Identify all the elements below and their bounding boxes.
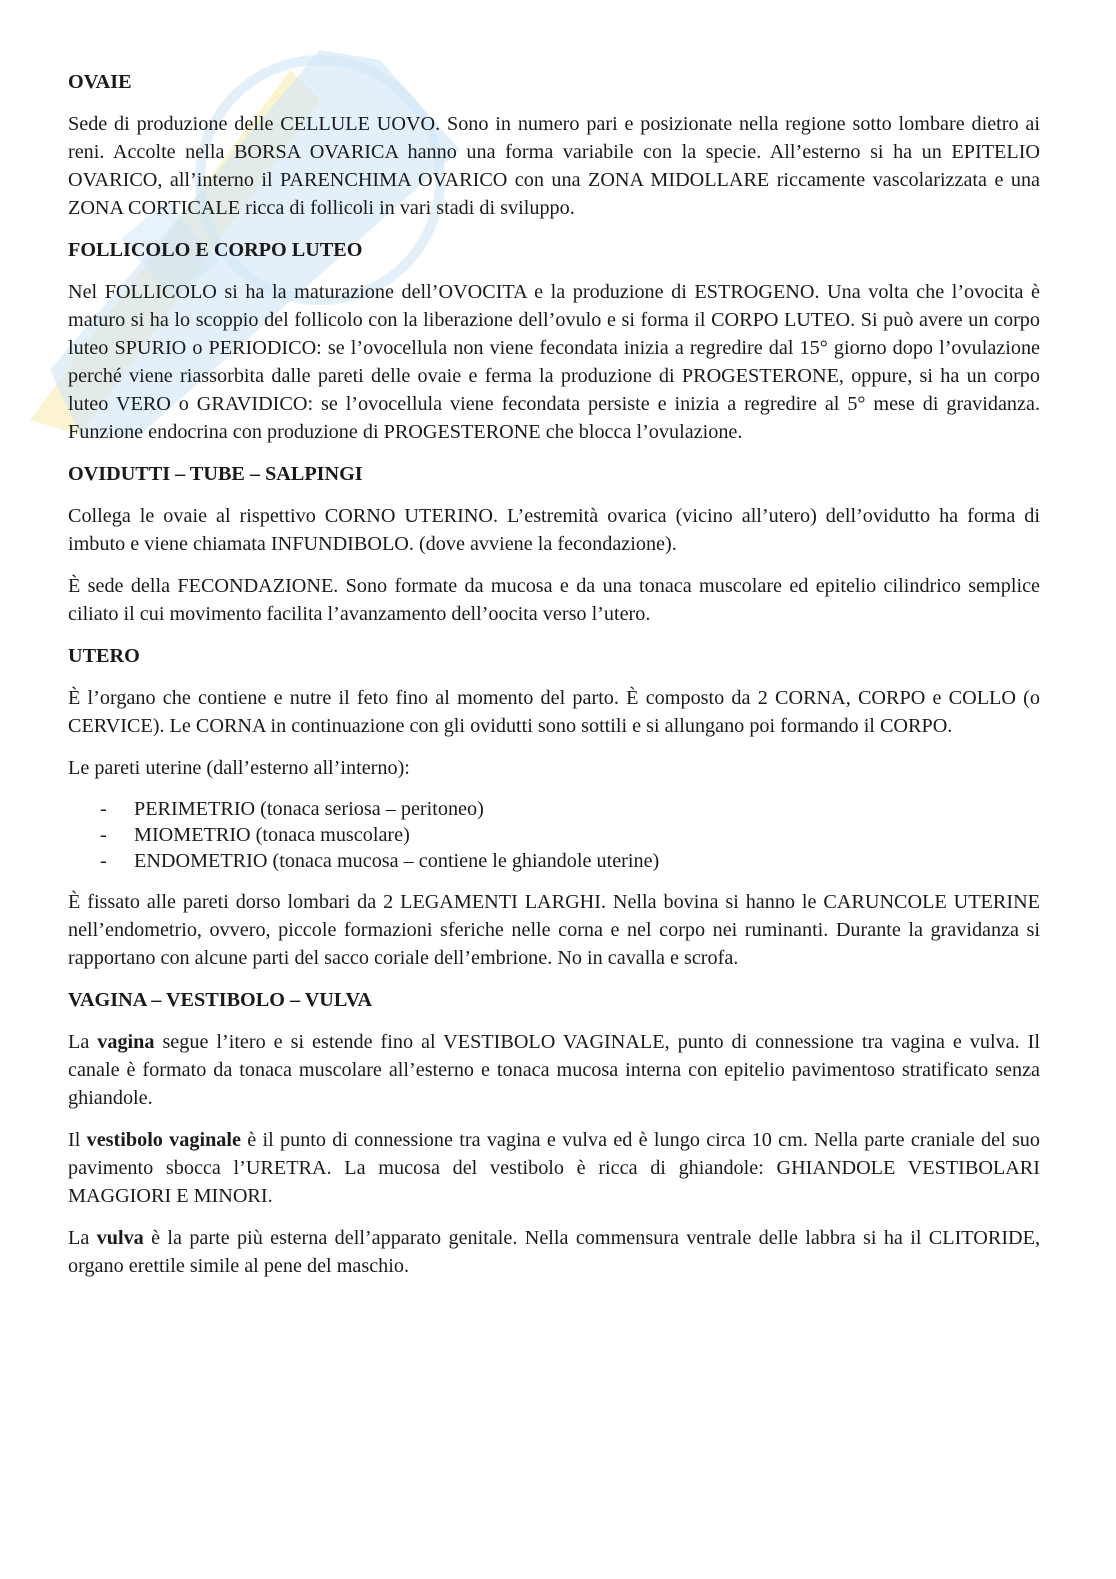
bold-term-vagina: vagina	[97, 1031, 155, 1053]
text-segment: La	[68, 1227, 97, 1249]
text-segment: segue l’itero e si estende fino al VESTIBOLO VAGINALE, punto di connessione tra vagina e vulva. Il canale è formato da tonaca muscolare all’esterno e tonaca mucosa interna con epitelio pavimentoso stratificato senza ghiandole.	[68, 1031, 1040, 1109]
text-segment: Il	[68, 1129, 87, 1151]
list-uterine-walls	[68, 796, 1040, 874]
paragraph-vulva	[68, 1224, 1040, 1280]
heading-ovidutti: OVIDUTTI – TUBE – SALPINGI	[68, 463, 363, 485]
heading-vagina: VAGINA – VESTIBOLO – VULVA	[68, 989, 373, 1011]
text-segment: è il punto di connessione tra vagina e vulva ed è lungo circa 10 cm. Nella parte craniale del suo pavimento sbocca l’URETRA. La mucosa del vestibolo è ricca di ghiandole: GHIANDOLE VESTIBOLARI MAGGIORI E MINORI.	[68, 1129, 1040, 1207]
document-page	[68, 58, 1040, 1294]
bold-term-vestibolo: vestibolo vaginale	[86, 1129, 241, 1151]
paragraph-ovaie: Sede di produzione delle CELLULE UOVO. Sono in numero pari e posizionate nella regione sotto lombare dietro ai reni. Accolte nella BORSA OVARICA hanno una forma variabile con la specie. All’esterno si ha un EPITELIO OVARICO, all’interno il PARENCHIMA OVARICO con una ZONA MIDOLLARE riccamente vascolarizzata e una ZONA CORTICALE ricca di follicoli in vari stadi di sviluppo.	[68, 113, 1040, 219]
text-segment: è la parte più esterna dell’apparato genitale. Nella commensura ventrale delle labbra si ha il CLITORIDE, organo erettile simile al pene del maschio.	[68, 1227, 1040, 1277]
heading-ovaie: OVAIE	[68, 71, 132, 93]
paragraph-ovidutti-2: È sede della FECONDAZIONE. Sono formate da mucosa e da una tonaca muscolare ed epitelio cilindrico semplice ciliato il cui movimento facilita l’avanzamento dell’oocita verso l’utero.	[68, 575, 1040, 625]
paragraph-utero-2: Le pareti uterine (dall’esterno all’interno):	[68, 757, 410, 779]
paragraph-vagina	[68, 1028, 1040, 1112]
list-item: - MIOMETRIO (tonaca muscolare)	[100, 822, 1040, 848]
text-segment: La	[68, 1031, 98, 1053]
list-item: - PERIMETRIO (tonaca seriosa – peritoneo)	[100, 796, 1040, 822]
heading-follicolo: FOLLICOLO E CORPO LUTEO	[68, 239, 363, 261]
paragraph-utero-1: È l’organo che contiene e nutre il feto fino al momento del parto. È composto da 2 CORNA, CORPO e COLLO (o CERVICE). Le CORNA in continuazione con gli ovidutti sono sottili e si allungano poi formando il CORPO.	[68, 687, 1040, 737]
heading-utero: UTERO	[68, 645, 140, 667]
paragraph-utero-3: È fissato alle pareti dorso lombari da 2 LEGAMENTI LARGHI. Nella bovina si hanno le CARUNCOLE UTERINE nell’endometrio, ovvero, piccole formazioni sferiche nelle corna e nel corpo nei ruminanti. Durante la gravidanza si rapportano con alcune parti del sacco coriale dell’embrione. No in cavalla e scrofa.	[68, 891, 1040, 969]
paragraph-follicolo: Nel FOLLICOLO si ha la maturazione dell’OVOCITA e la produzione di ESTROGENO. Una volta che l’ovocita è maturo si ha lo scoppio del follicolo con la liberazione dell’ovulo e si forma il CORPO LUTEO. Si può avere un corpo luteo SPURIO o PERIODICO: se l’ovocellula non viene fecondata inizia a regredire dal 15° giorno dopo l’ovulazione perché viene riassorbita dalle pareti delle ovaie e ferma la produzione di PROGESTERONE, oppure, si ha un corpo luteo VERO o GRAVIDICO: se l’ovocellula viene fecondata persiste e inizia a regredire al 5° mese di gravidanza. Funzione endocrina con produzione di PROGESTERONE che blocca l’ovulazione.	[68, 281, 1040, 443]
paragraph-vestibolo	[68, 1126, 1040, 1210]
paragraph-ovidutti-1: Collega le ovaie al rispettivo CORNO UTERINO. L’estremità ovarica (vicino all’utero) dell’ovidutto ha forma di imbuto e viene chiamata INFUNDIBOLO. (dove avviene la fecondazione).	[68, 505, 1040, 555]
list-item: - ENDOMETRIO (tonaca mucosa – contiene le ghiandole uterine)	[100, 848, 1040, 874]
bold-term-vulva: vulva	[96, 1227, 144, 1249]
